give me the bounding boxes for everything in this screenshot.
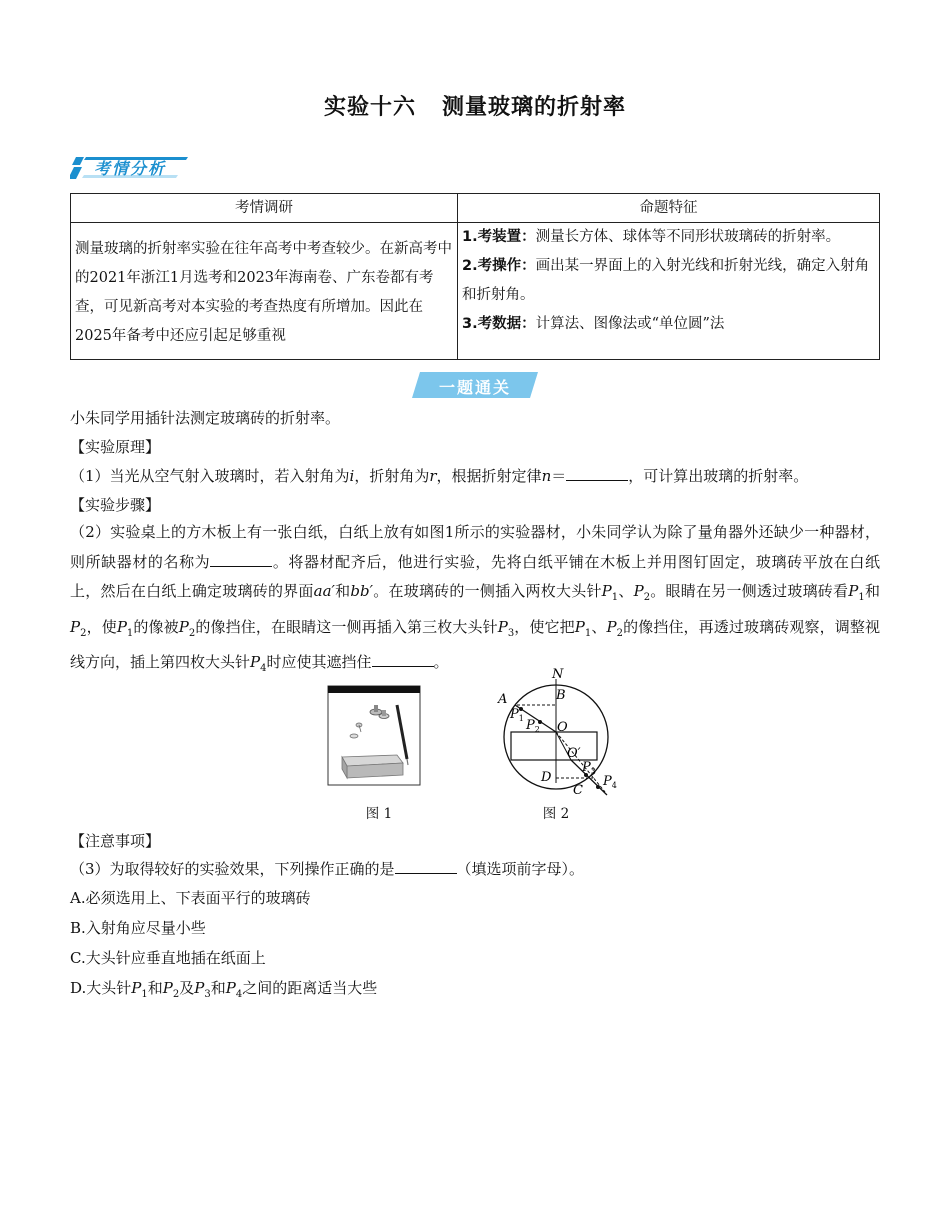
option-d[interactable]: D.大头针$P_1$和$P_2$及$P_3$和$P_4$之间的距离适当大些: [70, 979, 378, 1000]
figure-1-caption: 图 1: [365, 806, 393, 822]
figure-2-ray-diagram: [495, 665, 625, 797]
answer-blank[interactable]: [372, 651, 434, 667]
exam-analysis-table: [70, 193, 880, 360]
glass-brick-icon: [342, 755, 403, 778]
option-c[interactable]: C.大头针应垂直地插在纸面上: [70, 949, 266, 967]
label-O: O: [557, 720, 568, 735]
label-B: B: [556, 688, 566, 703]
banner-label: 一题通关: [438, 378, 511, 397]
page-title: [0, 90, 950, 121]
feature-item: 1.考装置：测量长方体、球体等不同形状玻璃砖的折射率。: [462, 229, 841, 245]
label-P4: $P_4$: [603, 774, 617, 790]
table-cell-features: [458, 223, 880, 360]
option-b[interactable]: B.入射角应尽量小些: [70, 919, 206, 937]
title-part-2: 测量玻璃的折射率: [442, 95, 627, 120]
question-3: （3）为取得较好的实验效果，下列操作正确的是 （填选项前字母）。: [70, 860, 585, 878]
feature-item: 2.考操作：画出某一界面上的入射光线和折射光线，确定入射角和折射角。: [462, 258, 870, 303]
section-badge-label: 考情分析: [94, 159, 167, 178]
label-A: A: [498, 692, 508, 707]
table-header-research: 考情调研: [71, 194, 458, 223]
principle-heading: 【实验原理】: [70, 438, 161, 456]
section-banner: [412, 370, 538, 400]
label-P1: $P_1$: [510, 707, 524, 723]
label-O-prime: O′: [567, 746, 581, 761]
table-cell-research: 测量玻璃的折射率实验在往年高考中考查较少。在新高考中的2021年浙江1月选考和2023年海南卷、广东卷都有考查，可见新高考对本实验的考查热度有所增加。因此在2025年备考中还应引起足够重视: [71, 223, 458, 360]
feature-item: 3.考数据：计算法、图像法或“单位圆”法: [462, 316, 725, 332]
label-P3: $P_3$: [582, 760, 596, 776]
question-2: （2）实验桌上的方木板上有一张白纸，白纸上放有如图1所示的实验器材，小朱同学认为除了量角器外还缺少一种器材，则所缺器材的名称为 。将器材配齐后，他进行实验，先将白纸平铺在木板上并用图钉固定，玻璃砖平放在白纸上，然后在白纸上确定玻璃砖的界面aa′和bb′。在玻璃砖的一侧插入两枚大头针$P_1$、$P_2$。眼睛在另一侧透过玻璃砖看$P_1$和$P_2$，使$P_1$的像被$P_2$的像挡住，在眼睛这一侧再插入第三枚大头针$P_3$，使它把$P_1$、$P_2$的像挡住，再透过玻璃砖观察，调整视线方向，插上第四枚大头针$P_4$时应使其遮挡住 。: [70, 523, 880, 674]
answer-blank[interactable]: [395, 858, 457, 874]
section-badge: [70, 153, 190, 181]
label-D: D: [541, 770, 552, 785]
figure-1-equipment: [327, 685, 421, 787]
label-N: N: [552, 667, 564, 682]
intro-text: 小朱同学用插针法测定玻璃砖的折射率。: [70, 409, 341, 427]
question-1: （1）当光从空气射入玻璃时，若入射角为i，折射角为r，根据折射定律n＝ ，可计算出玻璃的折射率。: [70, 467, 809, 485]
option-a[interactable]: A.必须选用上、下表面平行的玻璃砖: [70, 889, 311, 907]
answer-blank[interactable]: [566, 465, 628, 481]
notes-heading: 【注意事项】: [70, 832, 161, 850]
label-C: C: [573, 783, 583, 797]
label-P2: $P_2$: [526, 718, 540, 734]
steps-heading: 【实验步骤】: [70, 496, 161, 514]
table-header-features: 命题特征: [458, 194, 880, 223]
answer-blank[interactable]: [210, 551, 272, 567]
figure-2-caption: 图 2: [542, 806, 570, 822]
title-part-1: 实验十六: [323, 95, 416, 120]
